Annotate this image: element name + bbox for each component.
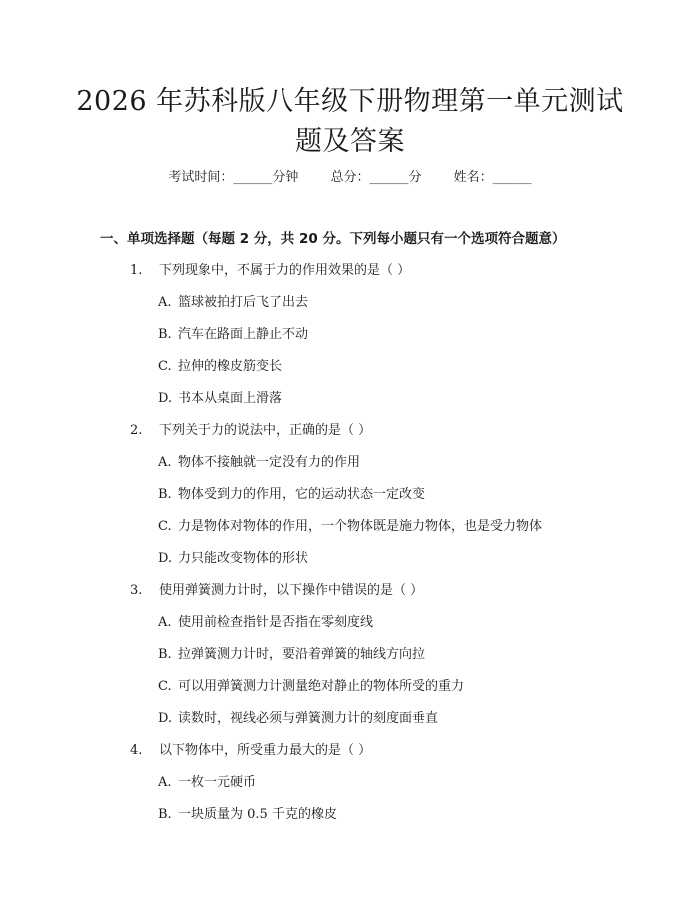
option-letter: B. [158,487,172,502]
question-text: 以下物体中，所受重力最大的是（ ） [159,743,372,758]
option-letter: C. [158,359,172,374]
question-number: 3. [130,583,143,598]
total-score-label: 总分：______分 [330,170,422,185]
option-text: 拉伸的橡皮筋变长 [178,359,283,374]
question-1-option-a [158,293,308,313]
question-2-option-a [158,453,360,473]
question-number: 1. [130,263,143,278]
option-text: 使用前检查指针是否指在零刻度线 [178,615,374,630]
question-text: 下列现象中，不属于力的作用效果的是（ ） [159,263,411,278]
option-text: 拉弹簧测力计时，要沿着弹簧的轴线方向拉 [178,647,426,662]
question-1-option-c [158,357,282,377]
question-2-option-b [158,485,425,505]
option-text: 力是物体对物体的作用，一个物体既是施力物体，也是受力物体 [178,519,543,534]
option-letter: A. [158,295,172,310]
question-2-option-d [158,549,308,569]
question-3-option-d [158,709,438,729]
student-name-label: 姓名：______ [453,170,532,185]
question-3-option-a [158,613,373,633]
question-3 [130,581,423,601]
exam-info [0,168,700,188]
option-letter: B. [158,807,172,822]
option-letter: A. [158,615,172,630]
option-letter: D. [158,551,173,566]
question-1-option-d [158,389,282,409]
question-4 [130,741,371,761]
question-2-option-c [158,517,542,537]
question-number: 2. [130,423,143,438]
question-text: 下列关于力的说法中，正确的是（ ） [159,423,372,438]
question-3-option-c [158,677,464,697]
question-1-option-b [158,325,308,345]
option-text: 物体不接触就一定没有力的作用 [178,455,361,470]
option-letter: B. [158,327,172,342]
question-4-option-a [158,773,256,793]
option-letter: D. [158,391,173,406]
option-text: 读数时，视线必须与弹簧测力计的刻度面垂直 [178,711,439,726]
option-text: 可以用弹簧测力计测量绝对静止的物体所受的重力 [178,679,465,694]
question-3-option-b [158,645,425,665]
section-heading: 一、单项选择题（每题 2 分，共 20 分。下列每小题只有一个选项符合题意） [100,231,566,247]
question-text: 使用弹簧测力计时，以下操作中错误的是（ ） [159,583,424,598]
option-text: 书本从桌面上滑落 [178,391,283,406]
option-text: 汽车在路面上静止不动 [178,327,309,342]
option-text: 力只能改变物体的形状 [178,551,309,566]
option-letter: C. [158,679,172,694]
exam-time-label: 考试时间：______分钟 [168,170,299,185]
option-letter: A. [158,455,172,470]
question-number: 4. [130,743,143,758]
question-2 [130,421,371,441]
title-line-1: 2026 年苏科版八年级下册物理第一单元测试 [76,86,624,117]
option-letter: C. [158,519,172,534]
question-4-option-b [158,805,337,825]
option-text: 一枚一元硬币 [178,775,257,790]
question-1 [130,261,410,281]
option-text: 篮球被拍打后飞了出去 [178,295,309,310]
document-title [60,82,640,162]
option-letter: A. [158,775,172,790]
option-text: 一块质量为 0.5 千克的橡皮 [178,807,337,822]
option-letter: B. [158,647,172,662]
option-text: 物体受到力的作用，它的运动状态一定改变 [178,487,426,502]
option-letter: D. [158,711,173,726]
title-line-2: 题及答案 [295,126,405,157]
